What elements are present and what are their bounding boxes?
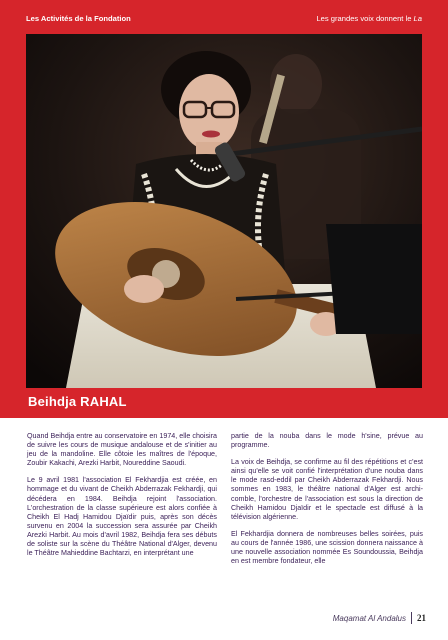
subheader-italic: La — [413, 14, 422, 23]
paragraph: Quand Beihdja entre au conservatoire en 1974, elle choisira de suivre les cours de musique andalouse et de s'initier au jeu de la mandoline. Elle côtoie les maîtres de l'époque, Zoubir Kakachi, Arezki Harbit, Noureddine Saoudi. — [27, 432, 217, 468]
footer-divider — [411, 612, 412, 624]
section-subheader — [316, 14, 422, 23]
photo-illustration — [26, 34, 422, 388]
subheader-text: Les grandes voix donnent le — [316, 14, 414, 23]
article-column-left — [27, 432, 217, 566]
paragraph: La voix de Beihdja, se confirme au fil des répétitions et c'est ainsi qu'elle se voit confié l'interprétation d'une nouba dans le mode rasd-eddil par Cheikh Abderrazak Fekhardji. Nous sommes en 1983, le théâtre national d'Alger est archi-comble, l'orchestre de l'association est sous la direction de Cheikh Hamidou Djaïdir et le spectacle est diffusé à la télévision algérienne. — [231, 458, 423, 521]
performer-photo — [26, 34, 422, 388]
section-header: Les Activités de la Fondation — [26, 14, 131, 23]
article-column-right — [231, 432, 423, 574]
photo-caption: Beihdja RAHAL — [28, 394, 127, 409]
paragraph: El Fekhardjia donnera de nombreuses belles soirées, puis au cours de l'année 1986, une scission donnera naissance à une nouvelle association nommée Es Soundoussia, Beihdja en est membre fondateur, elle — [231, 529, 423, 566]
magazine-name: Maqamat Al Andalus — [332, 613, 406, 623]
page-footer — [333, 612, 426, 624]
page-number: 21 — [417, 613, 426, 623]
paragraph: Le 9 avril 1981 l'association El Fekhardjia est créée, en hommage et du vivant de Cheikh Abderrazak Fekhardji, qui décédera en 1984. Beihdja rejoint l'association. L'orchestration de la classe supérieure est alors confiée à Cheikh El Hadj Hamidou Djaïdir puis, après son décès survenu en 2004 la succession sera assurée par Cheikh Arezki Harbit. Au mois d'avril 1982, Beihdja fera ses débuts de soliste sur la scène du Théâtre National d'Alger, devenu le Théâtre Mahieddine Bachtarzi, en interprétant une — [27, 476, 217, 558]
paragraph: partie de la nouba dans le mode h'sine, prévue au programme. — [231, 432, 423, 450]
